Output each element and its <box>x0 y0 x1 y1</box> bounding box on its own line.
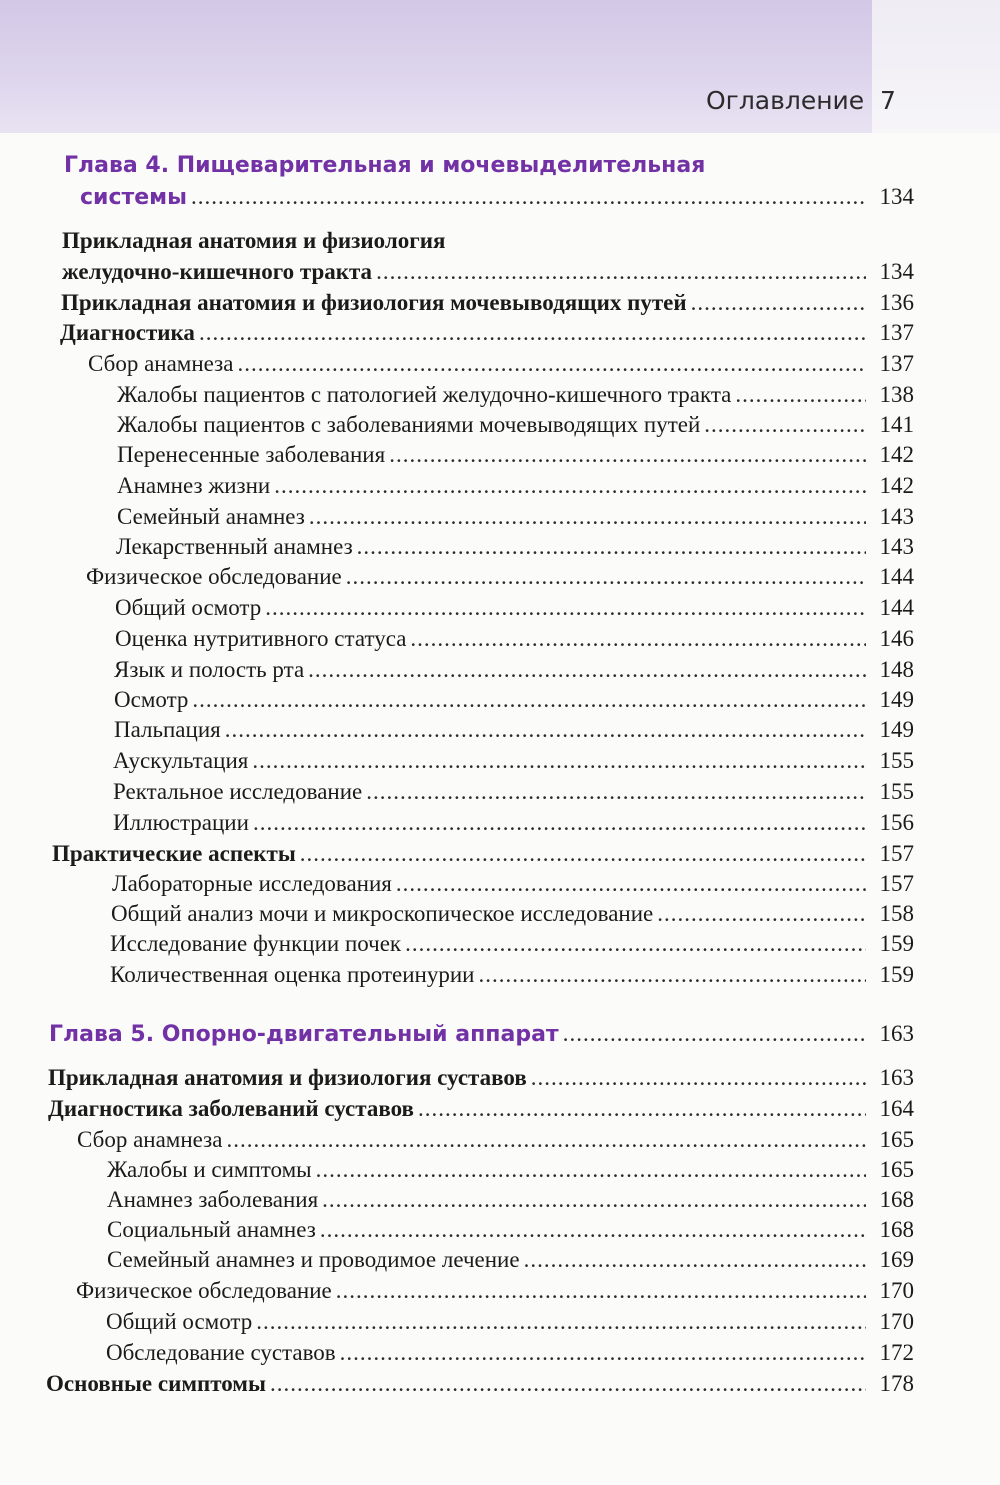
toc-entry-page: 158 <box>879 901 914 926</box>
toc-entry-page: 144 <box>879 595 914 620</box>
leader-dots <box>346 564 866 590</box>
toc-entry[interactable] <box>48 1065 914 1095</box>
toc-entry-page: 165 <box>879 1127 914 1152</box>
toc-entry-chapter-5[interactable] <box>49 1021 914 1051</box>
toc-entry-text: Язык и полость рта <box>114 657 305 682</box>
leader-dots <box>531 1065 866 1091</box>
toc-entry[interactable] <box>107 1157 914 1187</box>
toc-entry-text: Диагностика заболеваний суставов <box>48 1096 414 1121</box>
toc-entry[interactable] <box>113 810 914 840</box>
toc-entry-text: Семейный анамнез и проводимое лечение <box>107 1247 520 1272</box>
toc-entry-text: Прикладная анатомия и физиология суставов <box>48 1065 527 1090</box>
toc-entry-page: 137 <box>879 320 914 345</box>
leader-dots <box>253 810 866 836</box>
toc-entry[interactable] <box>114 717 914 747</box>
toc-entry-text: Иллюстрации <box>113 810 249 835</box>
leader-dots <box>336 1278 866 1304</box>
toc-entry-page: 169 <box>879 1247 914 1272</box>
toc-entry-text: Физическое обследование <box>86 564 342 589</box>
leader-dots <box>316 1157 866 1183</box>
toc-entry-chapter-4[interactable] <box>80 184 914 214</box>
toc-entry-text: Глава 5. Опорно-двигательный аппарат <box>49 1022 559 1047</box>
toc-entry-page: 156 <box>879 810 914 835</box>
toc-entry[interactable] <box>117 382 914 412</box>
toc-entry[interactable] <box>48 1096 914 1126</box>
toc-entry-text: Основные симптомы <box>46 1371 266 1396</box>
toc-entry[interactable] <box>114 657 914 687</box>
toc-entry-section[interactable] <box>62 259 914 289</box>
toc-entry-text: Анамнез заболевания <box>107 1187 319 1212</box>
toc-entry-text: Диагностика <box>60 320 195 345</box>
toc-entry-page: 134 <box>879 184 914 209</box>
leader-dots <box>389 442 866 468</box>
leader-dots <box>418 1096 866 1122</box>
toc-entry[interactable] <box>61 290 914 320</box>
toc-entry[interactable] <box>88 351 914 381</box>
toc-entry-page: 143 <box>879 534 914 559</box>
toc-entry-page: 143 <box>879 504 914 529</box>
toc-entry-page: 155 <box>879 748 914 773</box>
toc-entry[interactable] <box>52 841 914 871</box>
toc-entry-page: 142 <box>879 442 914 467</box>
toc-entry-text: Жалобы и симптомы <box>107 1157 312 1182</box>
toc-entry[interactable] <box>115 626 914 656</box>
toc-entry-page: 170 <box>879 1309 914 1334</box>
leader-dots <box>322 1187 866 1213</box>
toc-entry[interactable] <box>107 1217 914 1247</box>
toc-entry-text: Анамнез жизни <box>117 473 271 498</box>
leader-dots <box>226 1127 866 1153</box>
toc-entry[interactable] <box>110 962 914 992</box>
toc-entry-text: Перенесенные заболевания <box>117 442 386 467</box>
leader-dots <box>308 657 866 683</box>
toc-entry-page: 159 <box>879 931 914 956</box>
leader-dots <box>396 871 866 897</box>
leader-dots <box>265 595 866 621</box>
toc-entry-text: Общий анализ мочи и микроскопическое исследование <box>111 901 654 926</box>
leader-dots <box>252 748 866 774</box>
leader-dots <box>256 1309 866 1335</box>
toc-entry-text: Общий осмотр <box>106 1309 253 1334</box>
leader-dots <box>735 382 866 408</box>
toc-entry-page: 168 <box>879 1217 914 1242</box>
leader-dots <box>691 290 866 316</box>
leader-dots <box>563 1021 866 1047</box>
toc-entry-page: 172 <box>879 1340 914 1365</box>
leader-dots <box>191 184 866 210</box>
toc-entry-page: 149 <box>879 717 914 742</box>
toc-entry-page: 138 <box>879 382 914 407</box>
toc-entry-text: Обследование суставов <box>106 1340 336 1365</box>
toc-entry-text: Лабораторные исследования <box>112 871 392 896</box>
toc-entry-text: Жалобы пациентов с патологией желудочно-кишечного тракта <box>117 382 732 407</box>
toc-entry-page: 163 <box>879 1021 914 1046</box>
toc-entry[interactable] <box>112 871 914 901</box>
toc-entry[interactable] <box>77 1127 914 1157</box>
toc-entry-page: 157 <box>879 871 914 896</box>
toc-entry-page: 165 <box>879 1157 914 1182</box>
toc-entry-text: Практические аспекты <box>52 841 296 866</box>
toc-entry-text: Общий осмотр <box>115 595 262 620</box>
leader-dots <box>357 534 866 560</box>
toc-entry[interactable] <box>117 504 914 534</box>
toc-entry-text: Ректальное исследование <box>113 779 363 804</box>
toc-entry-text: Пальпация <box>114 717 221 742</box>
toc-entry[interactable] <box>110 931 914 961</box>
toc-entry[interactable] <box>116 534 914 564</box>
toc-entry[interactable] <box>117 442 914 472</box>
leader-dots <box>376 259 866 285</box>
toc-entry[interactable] <box>111 901 914 931</box>
chapter-4-title-line1: Глава 4. Пищеварительная и мочевыделительная <box>64 153 706 178</box>
toc-entry[interactable] <box>76 1278 914 1308</box>
leader-dots <box>340 1340 866 1366</box>
toc-entry[interactable] <box>107 1247 914 1277</box>
toc-entry-page: 146 <box>879 626 914 651</box>
toc-entry-page: 159 <box>879 962 914 987</box>
toc-entry-page: 170 <box>879 1278 914 1303</box>
toc-entry-text: Исследование функции почек <box>110 931 402 956</box>
toc-entry-text: Прикладная анатомия и физиология мочевыводящих путей <box>61 290 687 315</box>
leader-dots <box>657 901 866 927</box>
toc-entry-text: системы <box>80 185 188 210</box>
toc-entry-text: Физическое обследование <box>76 1278 332 1303</box>
toc-entry-page: 148 <box>879 657 914 682</box>
toc-entry-text: Осмотр <box>114 687 189 712</box>
leader-dots <box>366 779 866 805</box>
toc-entry-text: Оценка нутритивного статуса <box>115 626 407 651</box>
toc-entry[interactable] <box>117 473 914 503</box>
leader-dots <box>237 351 866 377</box>
toc-entry-page: 141 <box>879 412 914 437</box>
toc-entry[interactable] <box>86 564 914 594</box>
toc-entry-page: 157 <box>879 841 914 866</box>
toc-entry-page: 178 <box>879 1371 914 1396</box>
toc-entry[interactable] <box>106 1340 914 1370</box>
toc-entry-page: 144 <box>879 564 914 589</box>
toc-entry[interactable] <box>115 595 914 625</box>
toc-entry-page: 163 <box>879 1065 914 1090</box>
toc-entry[interactable] <box>113 779 914 809</box>
toc-entry-text: Количественная оценка протеинурии <box>110 962 475 987</box>
toc-entry[interactable] <box>107 1187 914 1217</box>
running-header-title: Оглавление <box>706 86 865 115</box>
toc-entry-text: желудочно-кишечного тракта <box>62 259 373 284</box>
leader-dots <box>479 962 867 988</box>
page-number: 7 <box>880 86 896 115</box>
toc-entry-text: Жалобы пациентов с заболеваниями мочевыводящих путей <box>117 412 701 437</box>
toc-entry-text: Аускультация <box>113 748 249 773</box>
toc-entry-text: Сбор анамнеза <box>88 351 234 376</box>
toc-entry-page: 149 <box>879 687 914 712</box>
toc-entry-page: 155 <box>879 779 914 804</box>
toc-entry-text: Лекарственный анамнез <box>116 534 353 559</box>
leader-dots <box>300 841 866 867</box>
leader-dots <box>270 1371 866 1397</box>
toc-entry[interactable] <box>46 1371 914 1401</box>
leader-dots <box>225 717 866 743</box>
toc-entry[interactable] <box>60 320 914 350</box>
leader-dots <box>410 626 866 652</box>
toc-entry-page: 168 <box>879 1187 914 1212</box>
leader-dots <box>704 412 866 438</box>
toc-entry-page: 136 <box>879 290 914 315</box>
toc-entry-text: Сбор анамнеза <box>77 1127 223 1152</box>
toc-entry-page: 164 <box>879 1096 914 1121</box>
toc-entry-text: Семейный анамнез <box>117 504 305 529</box>
leader-dots <box>192 687 866 713</box>
toc-entry-page: 137 <box>879 351 914 376</box>
section-title-line1: Прикладная анатомия и физиология <box>62 228 446 253</box>
leader-dots <box>320 1217 866 1243</box>
leader-dots <box>309 504 866 530</box>
toc-entry-page: 142 <box>879 473 914 498</box>
toc-entry-text: Социальный анамнез <box>107 1217 316 1242</box>
leader-dots <box>274 473 866 499</box>
leader-dots <box>405 931 866 957</box>
toc-entry[interactable] <box>117 412 914 442</box>
leader-dots <box>524 1247 866 1273</box>
leader-dots <box>199 320 866 346</box>
toc-entry[interactable] <box>114 687 914 717</box>
toc-entry-page: 134 <box>879 259 914 284</box>
toc-entry[interactable] <box>106 1309 914 1339</box>
toc-entry[interactable] <box>113 748 914 778</box>
